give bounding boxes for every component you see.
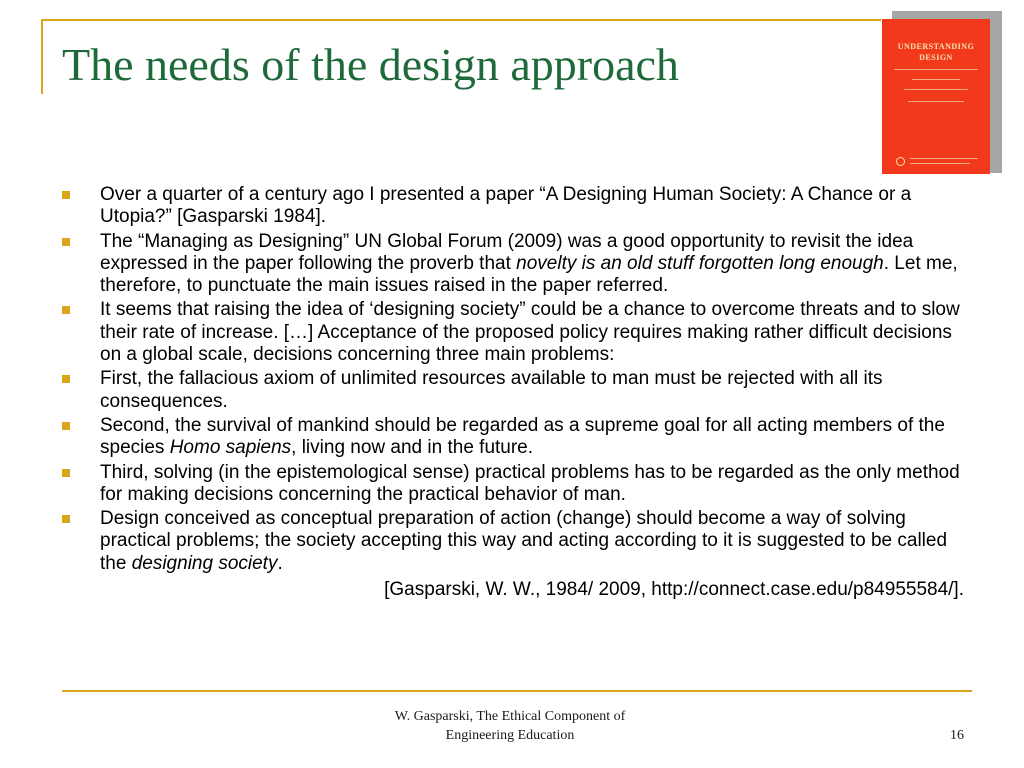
bullet-item (62, 368, 972, 413)
book-cover-text-line (894, 69, 978, 70)
book-cover-image (882, 19, 990, 174)
bullet-item (62, 299, 972, 366)
square-bullet-icon (62, 422, 70, 430)
bullet-list (62, 184, 972, 575)
bullet-text: The “Managing as Designing” UN Global Forum (2009) was a good opportunity to revisit the idea expressed in the paper following the proverb that (100, 230, 914, 274)
bullet-text: Second, the survival of mankind should be regarded as a supreme goal for all acting members of the species (100, 414, 945, 459)
square-bullet-icon (62, 469, 70, 477)
bullet-item (62, 508, 972, 575)
footer-divider (62, 690, 972, 692)
book-cover-text-line (912, 79, 960, 80)
footer-line-1: W. Gasparski, The Ethical Component of (394, 709, 626, 724)
bullet-text: , living now and in the future. (291, 437, 534, 459)
bullet-item (62, 231, 972, 298)
citation-text: [Gasparski, W. W., 1984/ 2009, http://connect.case.edu/p84955584/]. (384, 579, 964, 601)
book-cover-title (882, 41, 990, 63)
bullet-item (62, 415, 972, 460)
bullet-italic-text: Homo sapiens (169, 437, 292, 459)
square-bullet-icon (62, 515, 70, 523)
decorative-frame-left (41, 19, 43, 94)
book-cover-text-line (910, 163, 970, 164)
bullet-text: . Let me, therefore, to punctuate the main issues raised in the paper referred. (100, 252, 958, 297)
bullet-text: . (277, 552, 283, 574)
bullet-text: It seems that raising the idea of ‘designing society” could be a chance to overcome threats and to slow their rate of increase. […] Acceptance of the proposed policy requires making rather difficult decisions on a global scale, decisions concerning three main problems: (100, 299, 960, 366)
bullet-text: First, the fallacious axiom of unlimited resources available to man must be rejected with all its consequences. (100, 368, 883, 412)
footer-line-2: Engineering Education (445, 728, 575, 743)
book-cover-title-line1: UNDERSTANDING (897, 42, 975, 51)
square-bullet-icon (62, 306, 70, 314)
square-bullet-icon (62, 238, 70, 246)
book-cover-text-line (904, 89, 968, 90)
book-cover-text-line (910, 158, 978, 159)
bullet-text: Third, solving (in the epistemological sense) practical problems has to be regarded as the only method for making decisions concerning the practical behavior of man. (100, 461, 960, 505)
square-bullet-icon (62, 375, 70, 383)
bullet-italic-text: designing society (131, 552, 278, 574)
book-cover-title-line2: DESIGN (919, 53, 953, 62)
bullet-item (62, 462, 972, 507)
bullet-text: Over a quarter of a century ago I presented a paper “A Designing Human Society: A Chance or a Utopia?” [Gasparski 1984]. (100, 184, 912, 228)
slide-title: The needs of the design approach (62, 39, 679, 90)
book-cover-text-line (908, 101, 964, 102)
bullet-italic-text: novelty is an old stuff forgotten long enough (516, 252, 884, 274)
book-publisher-logo-icon (896, 157, 905, 166)
page-number: 16 (950, 728, 964, 743)
decorative-frame-top (41, 19, 881, 21)
square-bullet-icon (62, 191, 70, 199)
slide-body (62, 184, 972, 601)
bullet-item (62, 184, 972, 229)
slide-footer (300, 707, 720, 745)
bullet-text: Design conceived as conceptual preparation of action (change) should become a way of solving practical problems; the society accepting this way and acting according to it is suggested to be called the (100, 508, 948, 574)
